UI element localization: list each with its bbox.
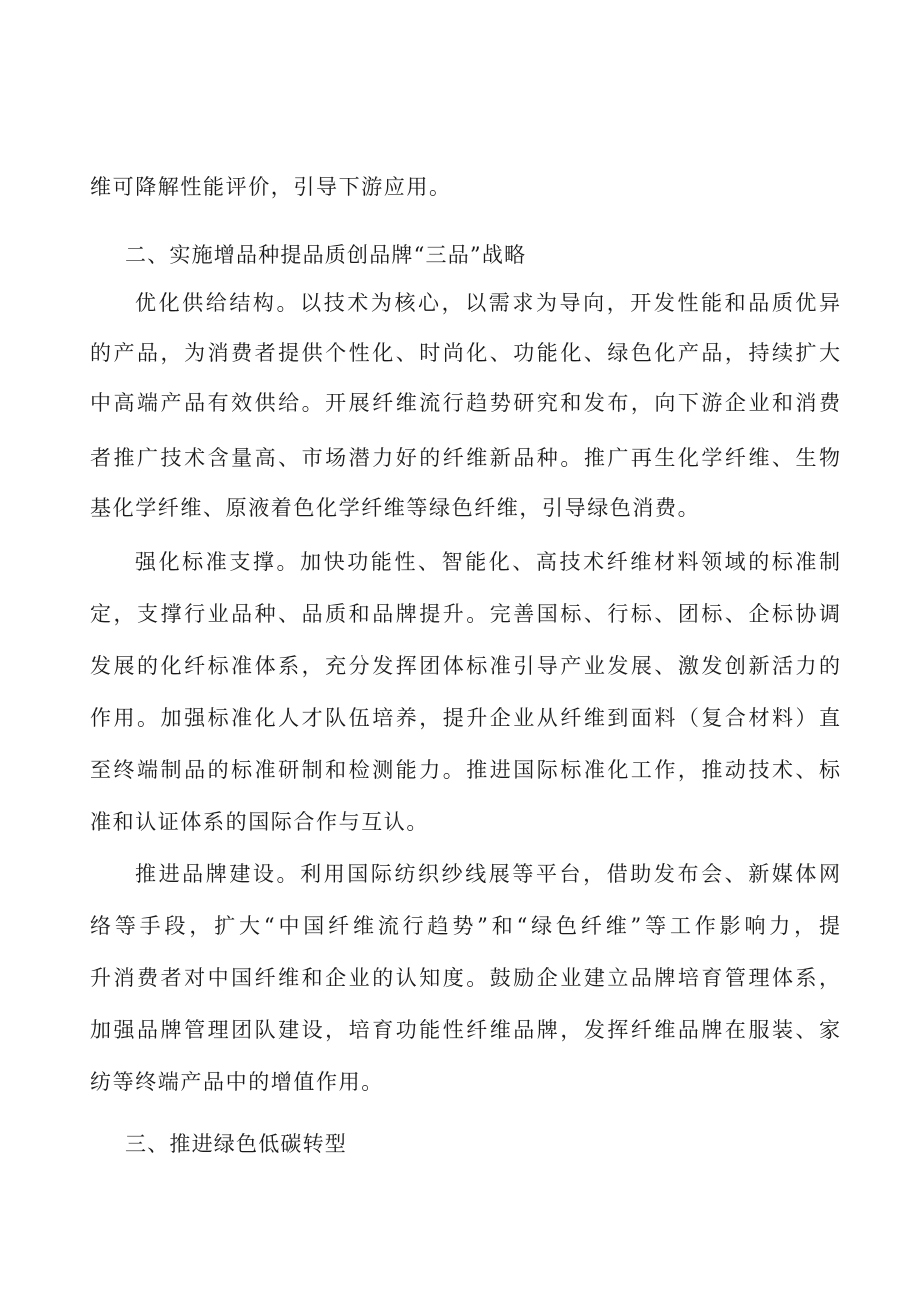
paragraph-brand-line-2: 络等手段，扩大“中国纤维流行趋势”和“绿色纤维”等工作影响力，提 xyxy=(90,914,840,938)
paragraph-standard-line-5: 至终端制品的标准研制和检测能力。推进国际标准化工作，推动技术、标 xyxy=(90,758,840,782)
paragraph-end-line: 维可降解性能评价，引导下游应用。 xyxy=(90,175,452,199)
paragraph-supply-line-5: 基化学纤维、原液着色化学纤维等绿色纤维，引导绿色消费。 xyxy=(90,496,701,520)
paragraph-standard-line-3: 发展的化纤标准体系，充分发挥团体标准引导产业发展、激发创新活力的 xyxy=(90,654,840,678)
paragraph-brand-line-5: 纺等终端产品中的增值作用。 xyxy=(90,1070,384,1094)
section-heading-two: 二、实施增品种提品质创品牌“三品”战略 xyxy=(125,243,527,267)
paragraph-standard-line-6: 准和认证体系的国际合作与互认。 xyxy=(90,810,429,834)
paragraph-standard-line-4: 作用。加强标准化人才队伍培养，提升企业从纤维到面料（复合材料）直 xyxy=(90,706,840,730)
paragraph-brand-line-1: 推进品牌建设。利用国际纺织纱线展等平台，借助发布会、新媒体网 xyxy=(135,862,840,886)
paragraph-standard-line-1: 强化标准支撑。加快功能性、智能化、高技术纤维材料领域的标准制 xyxy=(135,550,840,574)
paragraph-supply-line-1: 优化供给结构。以技术为核心，以需求为导向，开发性能和品质优异 xyxy=(135,291,840,315)
paragraph-supply-line-3: 中高端产品有效供给。开展纤维流行趋势研究和发布，向下游企业和消费 xyxy=(90,391,840,415)
paragraph-supply-line-4: 者推广技术含量高、市场潜力好的纤维新品种。推广再生化学纤维、生物 xyxy=(90,446,840,470)
paragraph-brand-line-4: 加强品牌管理团队建设，培育功能性纤维品牌，发挥纤维品牌在服装、家 xyxy=(90,1018,840,1042)
paragraph-standard-line-2: 定，支撑行业品种、品质和品牌提升。完善国标、行标、团标、企标协调 xyxy=(90,602,840,626)
paragraph-brand-line-3: 升消费者对中国纤维和企业的认知度。鼓励企业建立品牌培育管理体系， xyxy=(90,966,840,990)
section-heading-three: 三、推进绿色低碳转型 xyxy=(125,1132,347,1156)
paragraph-supply-line-2: 的产品，为消费者提供个性化、时尚化、功能化、绿色化产品，持续扩大 xyxy=(90,341,840,365)
